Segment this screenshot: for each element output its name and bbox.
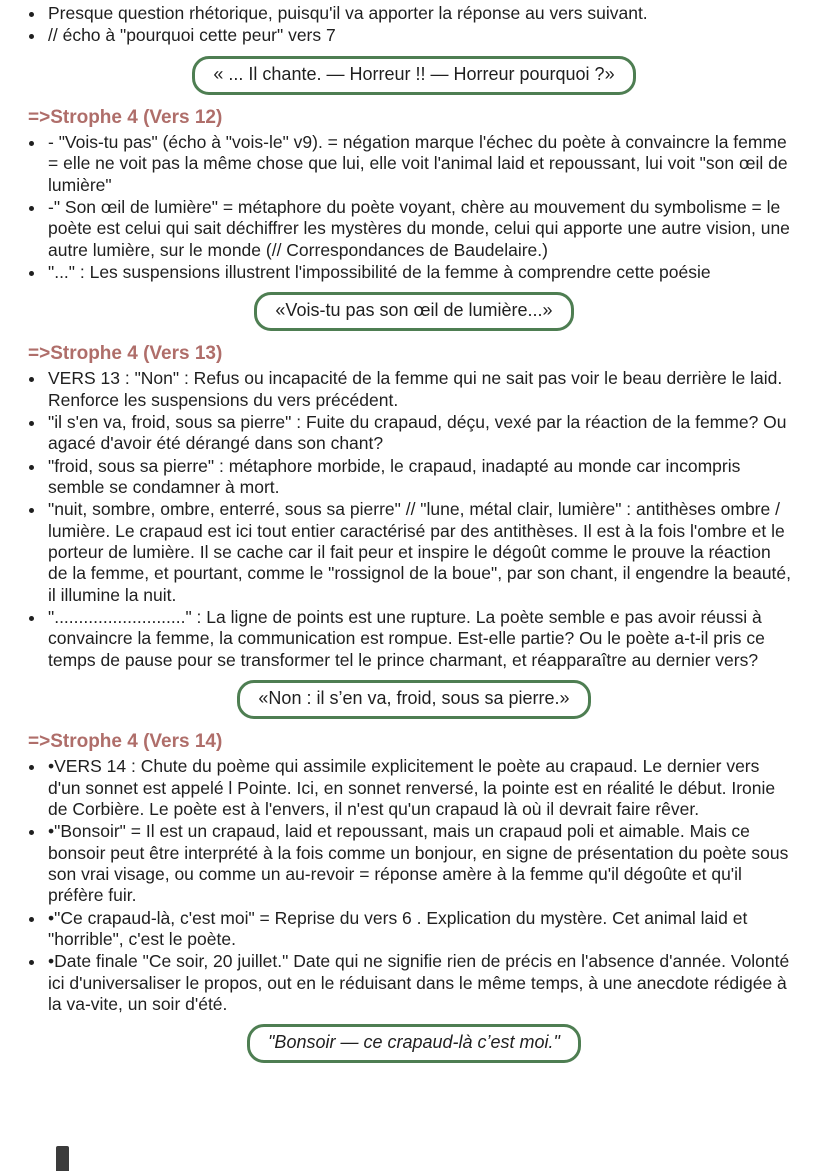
bullet-item: • Presque question rhétorique, puisqu'il va apporter la réponse au vers suivant. — [46, 3, 794, 24]
verse-quote-box — [192, 56, 635, 95]
bullet-item: • •Date finale "Ce soir, 20 juillet." Date qui ne signifie rien de précis en l'absence d'année. Volonté ici d'universaliser le propos, out en le réduisant dans le même temps, à une anecdote rédigée à la va-vite, un soir d'été. — [46, 951, 794, 1015]
bullet-list — [0, 756, 794, 1015]
bullet-item: • VERS 13 : "Non" : Refus ou incapacité de la femme qui ne sait pas voir le beau derrière le laid. Renforce les suspensions du vers précédent. — [46, 368, 794, 411]
bullet-item: • •"Bonsoir" = Il est un crapaud, laid et repoussant, mais un crapaud poli et aimable. Mais ce bonsoir peut être interprété à la fois comme un bonjour, en signe de présentation du poète sous son vrai visage, ou comme un au-revoir = réponse amère à la femme qu'il dégoûte et qu'il préfère fuir. — [46, 821, 794, 906]
bullet-item: • "..." : Les suspensions illustrent l'impossibilité de la femme à comprendre cette poésie — [46, 262, 794, 283]
strophe-heading: =>Strophe 4 (Vers 14) — [28, 731, 223, 753]
bullet-item: • •VERS 14 : Chute du poème qui assimile explicitement le poète au crapaud. Le dernier vers d'un sonnet est appelé l Pointe. Ici, en sonnet renversé, la pointe est en réalité le début. Ironie de Corbière. Le poète est à l'envers, il n'est qu'un crapaud là où il devrait faire rêver. — [46, 756, 794, 820]
bullet-item: • •"Ce crapaud-là, c'est moi" = Reprise du vers 6 . Explication du mystère. Cet animal laid et "horrible", c'est le poète. — [46, 908, 794, 951]
bullet-item: • "..........................." : La ligne de points est une rupture. La poète semble e pas avoir réussi à convaincre la femme, la communication est rompue. Est-elle partie? Ou le poète a-t-il pris ce temps de pause pour se transformer tel le prince charmant, et réapparaître au dernier vers? — [46, 607, 794, 671]
strophe-heading: =>Strophe 4 (Vers 13) — [28, 343, 223, 365]
section-strophe4-vers12 — [0, 106, 828, 332]
bullet-item: • "il s'en va, froid, sous sa pierre" : Fuite du crapaud, déçu, vexé par la réaction de la femme? Ou agacé d'avoir été dérangé dans son chant? — [46, 412, 794, 455]
bullet-item: • -" Son œil de lumière" = métaphore du poète voyant, chère au mouvement du symbolisme = le poète est celui qui sait déchiffrer les mystères du monde, celui qui apporte une autre vision, une autre lumière, sur le monde (// Correspondances de Baudelaire.) — [46, 197, 794, 261]
bullet-list — [0, 132, 794, 283]
bullet-item: • - "Vois-tu pas" (écho à "vois-le" v9). = négation marque l'échec du poète à convaincre la femme = elle ne voit pas la même chose que lui, elle voit l'animal laid et repoussant, lui voit "son œil de lumière" — [46, 132, 794, 196]
verse-quote-text: «Non : il s’en va, froid, sous sa pierre.» — [258, 688, 570, 709]
bullet-item: • "froid, sous sa pierre" : métaphore morbide, le crapaud, inadapté au monde car incompris semble se condamner à mort. — [46, 456, 794, 499]
verse-quote-box — [247, 1024, 581, 1063]
bullet-item: • // écho à "pourquoi cette peur" vers 7 — [46, 25, 794, 46]
verse-quote-box — [237, 680, 590, 719]
section-intro — [0, 3, 828, 95]
section-strophe4-vers14 — [0, 730, 828, 1063]
section-strophe4-vers13 — [0, 342, 828, 719]
strophe-heading: =>Strophe 4 (Vers 12) — [28, 106, 223, 128]
bullet-list — [0, 3, 794, 47]
next-page-edge-artifact — [56, 1146, 69, 1171]
verse-quote-text: « ... Il chante. — Horreur !! — Horreur pourquoi ?» — [213, 63, 615, 84]
bullet-item: • "nuit, sombre, ombre, enterré, sous sa pierre" // "lune, métal clair, lumière" : antithèses ombre / lumière. Le crapaud est ici tout entier caractérisé par des antithèses. Il est à la fois l'ombre et le porteur de lumière. Il se cache car il fait peur et inspire le dégoût comme le prouve la réaction de la femme, et pourtant, comme le "rossignol de la boue", par son chant, il engendre la beauté, il illumine la nuit. — [46, 499, 794, 606]
verse-quote-text: "Bonsoir — ce crapaud-là c’est moi." — [268, 1032, 560, 1053]
verse-quote-text: «Vois-tu pas son œil de lumière...» — [275, 300, 553, 321]
bullet-list — [0, 368, 794, 671]
verse-quote-box — [254, 292, 573, 331]
